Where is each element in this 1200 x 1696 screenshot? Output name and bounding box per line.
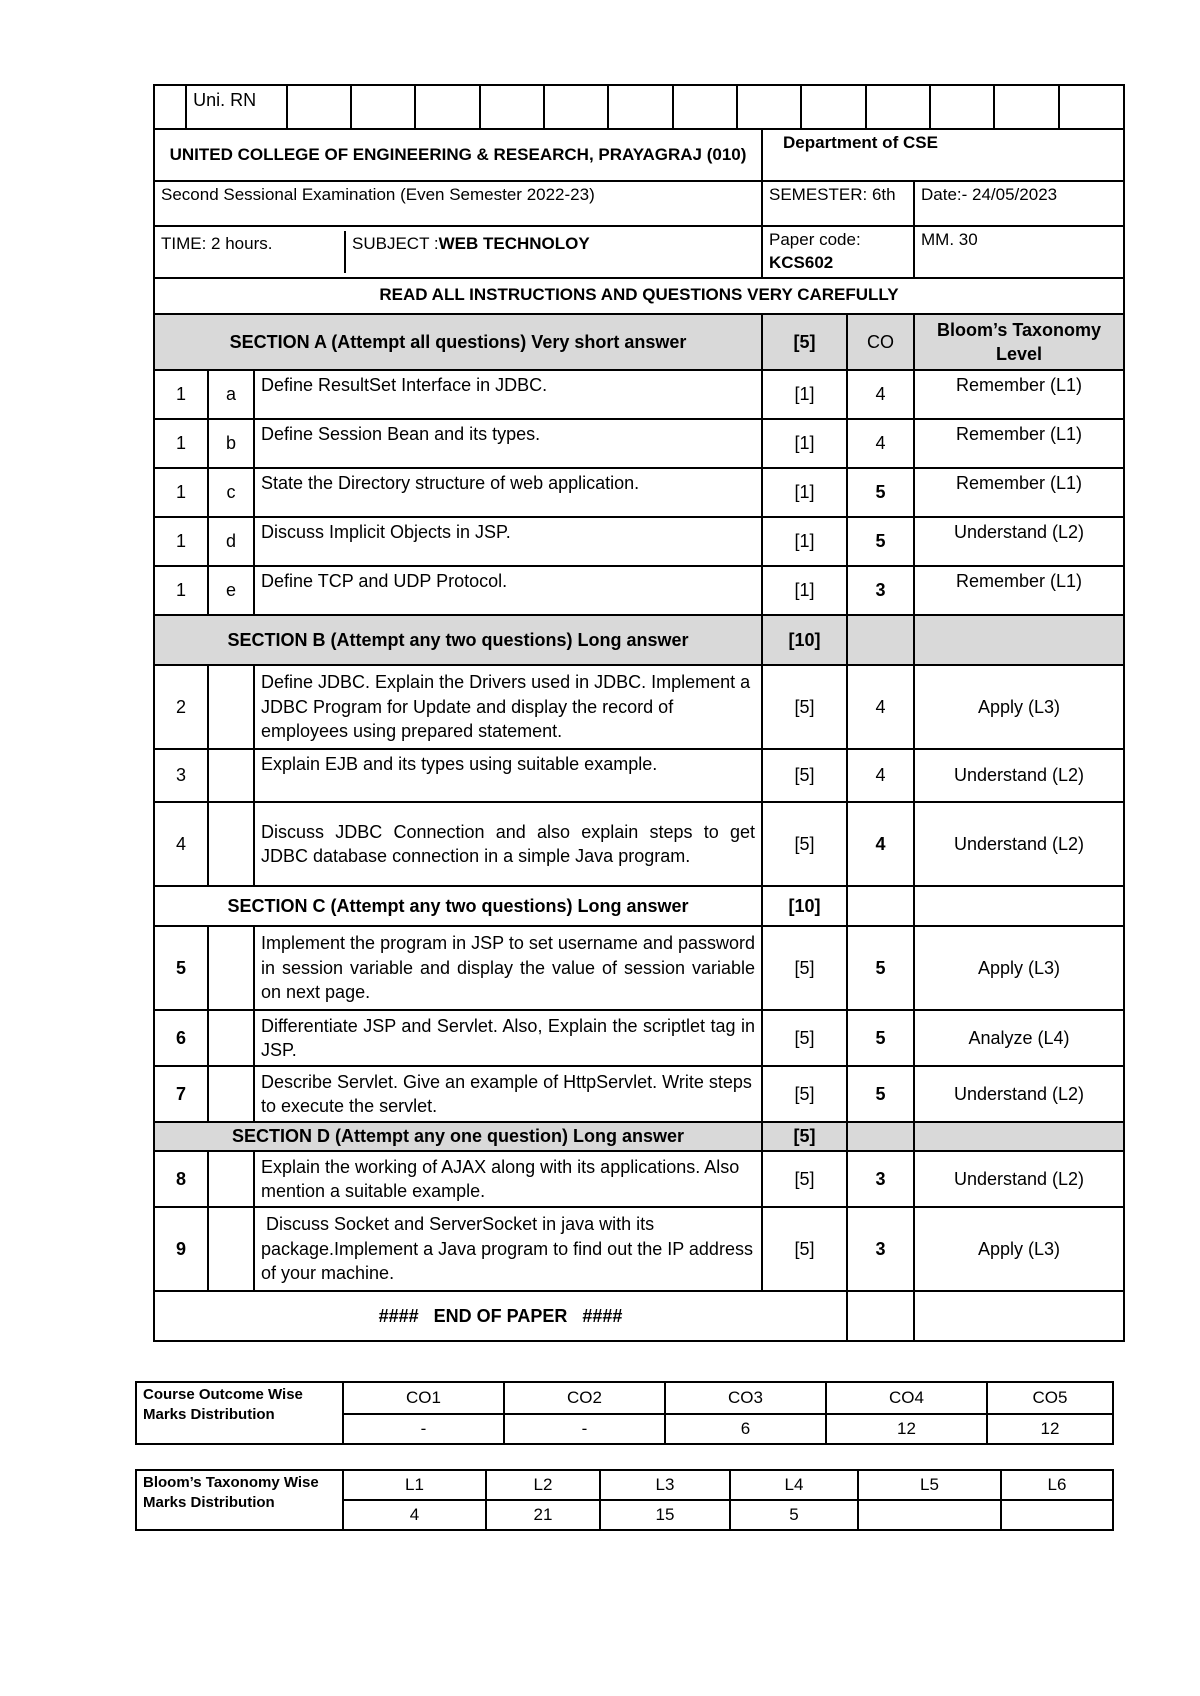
bloom-value: 5 — [730, 1500, 858, 1530]
college-name: UNITED COLLEGE OF ENGINEERING & RESEARCH, PRAYAGRAJ (010) — [154, 129, 762, 181]
question-text: Define TCP and UDP Protocol. — [254, 566, 762, 615]
section-d-title: SECTION D (Attempt any one question) Long answer — [154, 1122, 762, 1151]
section-a-marks: [5] — [762, 314, 847, 370]
roll-box[interactable] — [608, 86, 672, 128]
question-part-blank — [208, 926, 254, 1010]
question-co: 3 — [847, 1207, 914, 1291]
question-co: 4 — [847, 749, 914, 802]
section-c-level-blank — [914, 886, 1124, 926]
section-d-marks: [5] — [762, 1122, 847, 1151]
question-text: Differentiate JSP and Servlet. Also, Explain the scriptlet tag in JSP. — [254, 1010, 762, 1066]
roll-number-grid — [155, 86, 1123, 128]
bloom-distribution-label: Bloom’s Taxonomy Wise Marks Distribution — [136, 1470, 343, 1530]
co-value: 12 — [987, 1414, 1113, 1444]
question-number: 8 — [154, 1151, 208, 1207]
section-b-header — [154, 615, 1124, 665]
roll-box[interactable] — [544, 86, 608, 128]
department-name: Department of CSE — [762, 129, 1124, 181]
question-level: Apply (L3) — [914, 926, 1124, 1010]
section-b-marks: [10] — [762, 615, 847, 665]
paper-code — [762, 226, 914, 278]
question-text: Define Session Bean and its types. — [254, 419, 762, 468]
roll-box[interactable] — [351, 86, 415, 128]
max-marks: MM. 30 — [914, 226, 1124, 278]
question-row — [154, 1151, 1124, 1207]
question-marks: [1] — [762, 468, 847, 517]
question-level: Apply (L3) — [914, 665, 1124, 749]
exam-date: Date:- 24/05/2023 — [914, 181, 1124, 226]
question-part: b — [208, 419, 254, 468]
question-row — [154, 370, 1124, 419]
question-level: Analyze (L4) — [914, 1010, 1124, 1066]
question-marks: [1] — [762, 566, 847, 615]
question-row — [154, 468, 1124, 517]
end-co-blank — [847, 1291, 914, 1341]
question-row — [154, 419, 1124, 468]
section-b-level-blank — [914, 615, 1124, 665]
bloom-header: L4 — [730, 1470, 858, 1500]
roll-box[interactable] — [994, 86, 1058, 128]
section-a-title: SECTION A (Attempt all questions) Very short answer — [154, 314, 762, 370]
question-part: e — [208, 566, 254, 615]
question-co: 5 — [847, 517, 914, 566]
question-co: 3 — [847, 566, 914, 615]
question-part-blank — [208, 749, 254, 802]
question-row — [154, 517, 1124, 566]
bloom-value: 15 — [600, 1500, 730, 1530]
question-row — [154, 566, 1124, 615]
question-number: 2 — [154, 665, 208, 749]
question-co: 5 — [847, 1010, 914, 1066]
end-of-paper: #### END OF PAPER #### — [154, 1291, 847, 1341]
co-header: CO5 — [987, 1382, 1113, 1414]
time-subject-cell — [154, 226, 762, 278]
question-row — [154, 1207, 1124, 1291]
question-co: 5 — [847, 926, 914, 1010]
question-row — [154, 926, 1124, 1010]
roll-label: Uni. RN — [186, 86, 287, 128]
question-marks: [5] — [762, 1151, 847, 1207]
question-part: a — [208, 370, 254, 419]
question-level: Understand (L2) — [914, 1151, 1124, 1207]
exam-time: TIME: 2 hours. — [155, 231, 345, 273]
section-b-title: SECTION B (Attempt any two questions) Long answer — [154, 615, 762, 665]
question-marks: [5] — [762, 1010, 847, 1066]
end-level-blank — [914, 1291, 1124, 1341]
roll-box[interactable] — [673, 86, 737, 128]
instructions: READ ALL INSTRUCTIONS AND QUESTIONS VERY CAREFULLY — [154, 278, 1124, 314]
question-part-blank — [208, 1207, 254, 1291]
exam-title: Second Sessional Examination (Even Semester 2022-23) — [154, 181, 762, 226]
bloom-header: Bloom’s Taxonomy Level — [914, 314, 1124, 370]
section-c-marks: [10] — [762, 886, 847, 926]
question-number: 1 — [154, 468, 208, 517]
roll-box[interactable] — [737, 86, 801, 128]
co-header: CO — [847, 314, 914, 370]
question-marks: [1] — [762, 370, 847, 419]
paper-code-label: Paper code: — [769, 230, 861, 249]
question-marks: [5] — [762, 665, 847, 749]
question-level: Understand (L2) — [914, 749, 1124, 802]
question-row — [154, 1066, 1124, 1122]
bloom-distribution-table — [135, 1469, 1114, 1531]
question-row — [154, 1010, 1124, 1066]
question-part-blank — [208, 1151, 254, 1207]
question-number: 7 — [154, 1066, 208, 1122]
question-co: 4 — [847, 370, 914, 419]
question-part-blank — [208, 665, 254, 749]
question-level: Remember (L1) — [914, 468, 1124, 517]
section-d-header — [154, 1122, 1124, 1151]
question-marks: [1] — [762, 517, 847, 566]
bloom-header: L2 — [486, 1470, 600, 1500]
question-text: Explain EJB and its types using suitable example. — [254, 749, 762, 802]
roll-box[interactable] — [1059, 86, 1123, 128]
question-marks: [5] — [762, 749, 847, 802]
question-marks: [5] — [762, 1066, 847, 1122]
question-co: 5 — [847, 1066, 914, 1122]
end-row — [154, 1291, 1124, 1341]
question-number: 3 — [154, 749, 208, 802]
co-value: - — [343, 1414, 504, 1444]
section-d-level-blank — [914, 1122, 1124, 1151]
co-header: CO4 — [826, 1382, 987, 1414]
roll-box-0 — [155, 86, 186, 128]
co-distribution-table — [135, 1381, 1114, 1445]
bloom-value: 21 — [486, 1500, 600, 1530]
question-part: d — [208, 517, 254, 566]
subject-name: WEB TECHNOLOY — [438, 233, 590, 253]
question-number: 1 — [154, 517, 208, 566]
question-level: Remember (L1) — [914, 566, 1124, 615]
question-text: Describe Servlet. Give an example of HttpServlet. Write steps to execute the servlet. — [254, 1066, 762, 1122]
roll-box[interactable] — [287, 86, 351, 128]
section-b-co-blank — [847, 615, 914, 665]
roll-box[interactable] — [415, 86, 479, 128]
question-marks: [5] — [762, 802, 847, 886]
question-co: 4 — [847, 419, 914, 468]
question-level: Remember (L1) — [914, 370, 1124, 419]
bloom-value — [858, 1500, 1001, 1530]
question-number: 5 — [154, 926, 208, 1010]
question-number: 6 — [154, 1010, 208, 1066]
question-co: 4 — [847, 665, 914, 749]
bloom-value: 4 — [343, 1500, 486, 1530]
roll-number-row — [154, 85, 1124, 129]
question-co: 3 — [847, 1151, 914, 1207]
co-header: CO1 — [343, 1382, 504, 1414]
question-marks: [5] — [762, 1207, 847, 1291]
question-co: 4 — [847, 802, 914, 886]
question-number: 9 — [154, 1207, 208, 1291]
question-part-blank — [208, 802, 254, 886]
question-co: 5 — [847, 468, 914, 517]
question-level: Remember (L1) — [914, 419, 1124, 468]
semester: SEMESTER: 6th — [762, 181, 914, 226]
question-row — [154, 749, 1124, 802]
roll-box[interactable] — [480, 86, 544, 128]
question-text: Define JDBC. Explain the Drivers used in JDBC. Implement a JDBC Program for Update and display the record of employees using prepared statement. — [254, 665, 762, 749]
question-level: Understand (L2) — [914, 1066, 1124, 1122]
question-text: Explain the working of AJAX along with its applications. Also mention a suitable example. — [254, 1151, 762, 1207]
section-c-title: SECTION C (Attempt any two questions) Long answer — [154, 886, 762, 926]
bloom-header: L3 — [600, 1470, 730, 1500]
question-text: Discuss Implicit Objects in JSP. — [254, 517, 762, 566]
subject-label: SUBJECT : — [352, 233, 439, 253]
question-text: Discuss JDBC Connection and also explain steps to get JDBC database connection in a simple Java program. — [254, 802, 762, 886]
question-level: Understand (L2) — [914, 517, 1124, 566]
question-text: Discuss Socket and ServerSocket in java with its package.Implement a Java program to find out the IP address of your machine. — [254, 1207, 762, 1291]
question-part-blank — [208, 1066, 254, 1122]
bloom-header: L6 — [1001, 1470, 1113, 1500]
question-number: 1 — [154, 370, 208, 419]
question-part-blank — [208, 1010, 254, 1066]
question-level: Apply (L3) — [914, 1207, 1124, 1291]
question-marks: [1] — [762, 419, 847, 468]
section-d-co-blank — [847, 1122, 914, 1151]
co-value: 12 — [826, 1414, 987, 1444]
question-text: State the Directory structure of web application. — [254, 468, 762, 517]
bloom-value — [1001, 1500, 1113, 1530]
exam-paper-table — [153, 84, 1125, 1342]
roll-box[interactable] — [930, 86, 994, 128]
paper-code-value: KCS602 — [769, 252, 834, 272]
question-row — [154, 665, 1124, 749]
section-c-header — [154, 886, 1124, 926]
co-header: CO3 — [665, 1382, 826, 1414]
question-level: Understand (L2) — [914, 802, 1124, 886]
bloom-header: L1 — [343, 1470, 486, 1500]
question-row — [154, 802, 1124, 886]
question-number: 4 — [154, 802, 208, 886]
co-value: - — [504, 1414, 665, 1444]
co-value: 6 — [665, 1414, 826, 1444]
question-number: 1 — [154, 566, 208, 615]
section-a-header — [154, 314, 1124, 370]
question-text: Implement the program in JSP to set username and password in session variable and display the value of session variable on next page. — [254, 926, 762, 1010]
section-c-co-blank — [847, 886, 914, 926]
roll-box[interactable] — [801, 86, 865, 128]
co-header: CO2 — [504, 1382, 665, 1414]
question-marks: [5] — [762, 926, 847, 1010]
co-distribution-label: Course Outcome Wise Marks Distribution — [136, 1382, 343, 1444]
subject — [345, 231, 761, 273]
roll-box[interactable] — [866, 86, 930, 128]
question-text: Define ResultSet Interface in JDBC. — [254, 370, 762, 419]
question-part: c — [208, 468, 254, 517]
bloom-header: L5 — [858, 1470, 1001, 1500]
question-number: 1 — [154, 419, 208, 468]
